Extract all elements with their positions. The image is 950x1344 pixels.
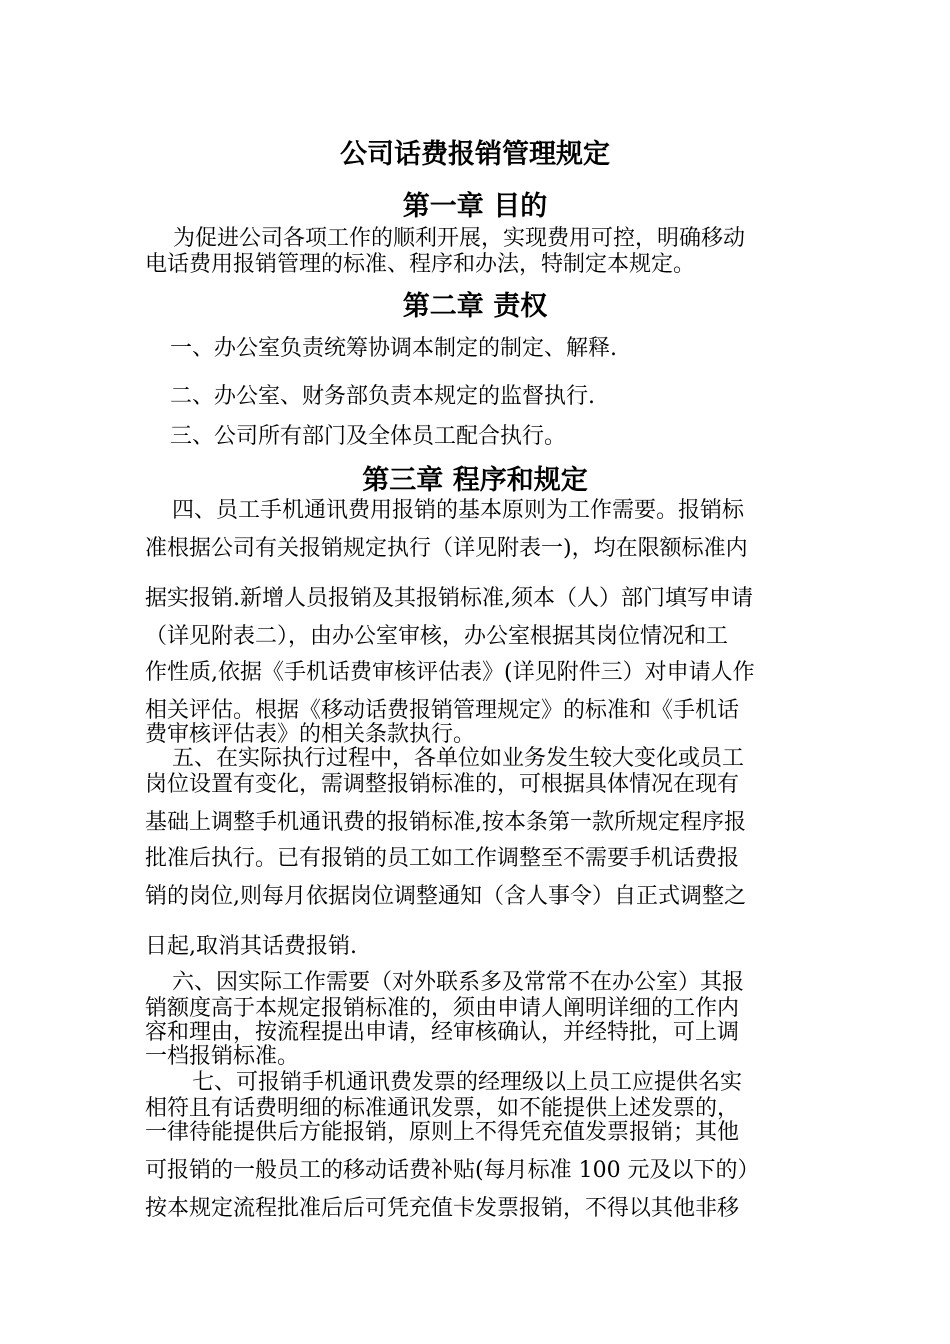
paragraph-line: 一律待能提供后方能报销，原则上不得凭充值发票报销；其他 (145, 1120, 740, 1145)
list-item: 二、办公室、财务部负责本规定的监督执行. (170, 384, 595, 409)
list-item: 三、公司所有部门及全体员工配合执行。 (170, 424, 567, 449)
list-item: 一、办公室负责统筹协调本制定的制定、解释. (170, 336, 617, 361)
paragraph-line: 四、员工手机通讯费用报销的基本原则为工作需要。报销标 (172, 498, 745, 523)
paragraph-line: 可报销的一般员工的移动话费补贴(每月标准 100 元及以下的） (145, 1158, 760, 1183)
paragraph-line: 批准后执行。已有报销的员工如工作调整至不需要手机话费报 (145, 846, 740, 871)
paragraph-line: 基础上调整手机通讯费的报销标准,按本条第一款所规定程序报 (145, 810, 746, 835)
paragraph-line: 岗位设置有变化，需调整报销标准的，可根据具体情况在现有 (145, 772, 740, 797)
paragraph-line: 五、在实际执行过程中，各单位如业务发生较大变化或员工 (172, 746, 745, 771)
document-title: 公司话费报销管理规定 (340, 139, 610, 170)
paragraph-line: 六、因实际工作需要（对外联系多及常常不在办公室）其报 (172, 970, 745, 995)
paragraph-line: 七、可报销手机通讯费发票的经理级以上员工应提供名实 (192, 1070, 743, 1095)
paragraph-line: 按本规定流程批准后后可凭充值卡发票报销，不得以其他非移 (145, 1196, 740, 1221)
chapter-1-heading: 第一章 目的 (402, 191, 548, 222)
paragraph-line: 为促进公司各项工作的顺利开展，实现费用可控，明确移动 (173, 226, 746, 251)
paragraph-line: 日起,取消其话费报销. (145, 934, 357, 959)
paragraph-line: 相关评估。根据《移动话费报销管理规定》的标准和《手机话 (145, 698, 740, 723)
paragraph-line: 电话费用报销管理的标准、程序和办法，特制定本规定。 (145, 252, 696, 277)
chapter-2-heading: 第二章 责权 (402, 291, 548, 322)
paragraph-line: 准根据公司有关报销规定执行（详见附表一)，均在限额标准内 (145, 536, 748, 561)
paragraph-line: 销额度高于本规定报销标准的，须由申请人阐明详细的工作内 (145, 996, 740, 1021)
paragraph-line: 容和理由，按流程提出申请，经审核确认，并经特批，可上调 (145, 1020, 740, 1045)
paragraph-line: （详见附表二），由办公室审核，办公室根据其岗位情况和工 (145, 624, 729, 649)
chapter-3-heading: 第三章 程序和规定 (362, 465, 588, 496)
paragraph-line: 相符且有话费明细的标准通讯发票，如不能提供上述发票的， (145, 1096, 740, 1121)
paragraph-line: 费审核评估表》的相关条款执行。 (145, 722, 476, 747)
paragraph-line: 作性质,依据《手机话费审核评估表》(详见附件三）对申请人作 (145, 660, 755, 685)
paragraph-line: 据实报销.新增人员报销及其报销标准,须本（人）部门填写申请 (145, 586, 753, 611)
paragraph-line: 销的岗位,则每月依据岗位调整通知（含人事令）自正式调整之 (145, 884, 746, 909)
paragraph-line: 一档报销标准。 (145, 1044, 300, 1069)
